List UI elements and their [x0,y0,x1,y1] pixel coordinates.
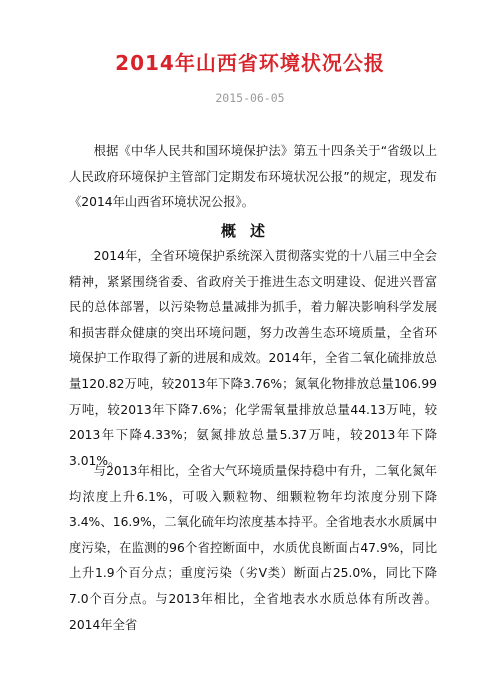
intro-paragraph: 根据《中华人民共和国环境保护法》第五十四条关于“省级以上人民政府环境保护主管部门定期发布环境状况公报”的规定，现发布《2014年山西省环境状况公报》。 [69,144,437,210]
publish-date: 2015-06-05 [215,91,285,105]
overview-paragraph-2: 与2013年相比，全省大气环境质量保持稳中有升，二氧化氮年均浓度上升6.1%，可吸入颗粒物、细颗粒物年均浓度分别下降3.4%、16.9%，二氧化硫年均浓度基本持平。全省地表水水质属中度污染，在监测的96个省控断面中，水质优良断面占47.9%，同比上升1.9个百分点；重度污染（劣Ⅴ类）断面占25.0%，同比下降7.0个百分点。与2013年相比，全省地表水水质总体有所改善。2014年全省 [69,464,437,632]
section-heading: 概述 [220,222,279,240]
overview-paragraph-1: 2014年，全省环境保护系统深入贯彻落实党的十八届三中全会精神，紧紧围绕省委、省政府关于推进生态文明建设、促进兴晋富民的总体部署，以污染物总量减排为抓手，着力解决影响科学发展和损害群众健康的突出环境问题，努力改善生态环境质量，全省环境保护工作取得了新的进展和成效。2014年，全省二氧化硫排放总量120.82万吨，较2013年下降3.76%；氮氧化物排放总量106.99万吨，较2013年下降7.6%；化学需氧量排放总量44.13万吨，较2013年下降4.33%；氨氮排放总量5.37万吨，较2013年下降3.01%。 [69,249,437,468]
document-title: 2014年山西省环境状况公报 [115,51,385,75]
